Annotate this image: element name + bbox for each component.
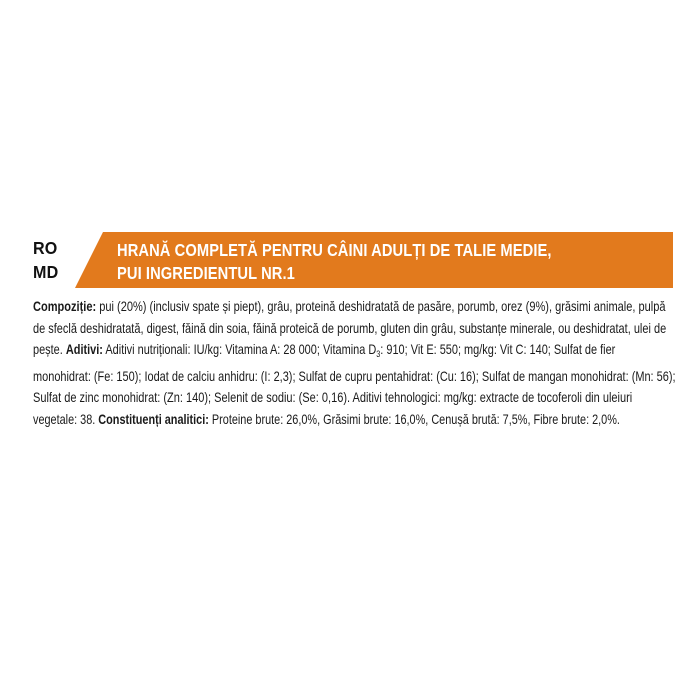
language-code-ro: RO <box>33 238 58 258</box>
additives-text-5: vegetale: 38. <box>33 411 99 427</box>
additives-text-2: : 910; Vit E: 550; mg/kg: Vit C: 140; Sulfat de fier <box>380 342 616 358</box>
analytical-label: Constituenți analitici: <box>98 411 209 427</box>
text-line-4 <box>33 366 676 388</box>
analytical-text: Proteine brute: 26,0%, Grăsimi brute: 16,0%, Cenușă brută: 7,5%, Fibre brute: 2,0%. <box>208 411 620 427</box>
product-label <box>33 232 676 431</box>
ingredients-text <box>33 296 676 431</box>
additives-label: Aditivi: <box>65 342 103 358</box>
text-line-1 <box>33 296 666 318</box>
composition-text-2: de sfeclă deshidratată, digest, făină din soia, făină proteică de porumb, gluten din grâu, substanțe minerale, ou deshidratat, ulei de <box>33 320 667 336</box>
text-line-6 <box>33 409 620 431</box>
additives-text-3: monohidrat: (Fe: 150); Iodat de calciu anhidru: (I: 2,3); Sulfat de cupru pentahidrat: (Cu: 16); Sulfat de mangan monohidrat: (Mn: 56); <box>33 368 676 384</box>
composition-label: Compoziție: <box>33 299 97 314</box>
additives-text-4: Sulfat de zinc monohidrat: (Zn: 140); Selenit de sodiu: (Se: 0,16). Aditivi tehnologici: mg/kg: extracte de tocoferoli din uleiuri <box>33 390 633 406</box>
text-line-5 <box>33 387 633 409</box>
product-title-line-2: PUI INGREDIENTUL NR.1 <box>117 263 295 283</box>
composition-text-1: pui (20%) (inclusiv spate și piept), grâu, proteină deshidratată de pasăre, porumb, orez (9%), grăsimi animale, pulpă <box>96 299 666 314</box>
vitamin-d-subscript: 3 <box>376 349 381 360</box>
language-codes <box>33 232 72 288</box>
composition-text-3: pește. <box>33 342 66 358</box>
text-line-3 <box>33 339 616 366</box>
product-title-line-1: HRANĂ COMPLETĂ PENTRU CÂINI ADULȚI DE TALIE MEDIE, <box>117 240 552 260</box>
text-line-2 <box>33 318 667 340</box>
title-banner <box>103 232 673 288</box>
label-header <box>33 232 673 288</box>
language-code-md: MD <box>33 262 59 282</box>
additives-text-1: Aditivi nutriționali: IU/kg: Vitamina A: 28 000; Vitamina D <box>102 342 377 358</box>
